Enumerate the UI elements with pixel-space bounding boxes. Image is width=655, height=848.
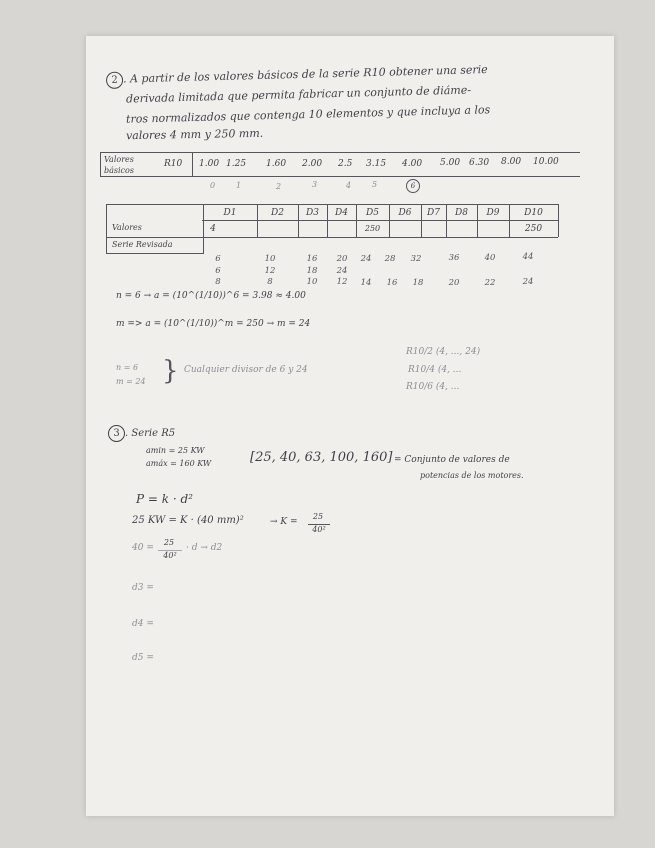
- candidate-value: 24: [360, 254, 372, 264]
- candidate-value: 22: [484, 278, 496, 288]
- problem-number: 3: [108, 425, 125, 442]
- derived-header: D10: [524, 208, 543, 218]
- candidate-value: 10: [306, 277, 318, 287]
- candidate-value: 12: [336, 277, 348, 287]
- derived-d10-value: 250: [524, 224, 543, 234]
- derived-header: D6: [398, 208, 412, 218]
- derived-d5-value: 250: [364, 224, 381, 233]
- faint-equation: 40 =: [132, 543, 154, 553]
- set-note-1: = Conjunto de valores de: [394, 455, 510, 465]
- series-option-2: R10/4 (4, ...: [408, 365, 462, 375]
- candidate-value: 12: [264, 266, 276, 276]
- base-index: 4: [346, 181, 352, 190]
- candidate-value: 16: [386, 278, 398, 288]
- candidate-value: 14: [360, 278, 372, 288]
- base-index: 1: [236, 181, 242, 190]
- candidate-value: 6: [215, 266, 221, 276]
- derived-row-label-2: Serie Revisada: [112, 240, 173, 249]
- base-value: 1.60: [266, 159, 287, 169]
- derived-first-value: 4: [210, 224, 216, 234]
- derived-header: D5: [366, 208, 379, 218]
- base-value: 2.5: [338, 159, 353, 169]
- derived-header: D9: [486, 208, 500, 218]
- base-value: 8.00: [501, 157, 522, 167]
- derived-header: D2: [271, 208, 284, 218]
- derived-header: D7: [427, 208, 440, 218]
- candidate-value: 18: [412, 278, 424, 288]
- k-result: → K =: [270, 517, 298, 527]
- problem-2-line-2: derivada limitada que permita fabricar un conjunto de diáme-: [125, 83, 472, 106]
- notebook-page: [86, 36, 614, 816]
- d4-line: d4 =: [132, 619, 154, 629]
- candidate-value: 20: [448, 278, 460, 288]
- k-numerator: 25: [312, 512, 324, 521]
- equation-n: n = 6 → a = (10^(1/10))^6 = 3.98 ≈ 4.00: [116, 291, 306, 301]
- base-index: 2: [276, 182, 282, 191]
- candidate-value: 8: [215, 277, 221, 287]
- condition-n: n = 6: [116, 363, 139, 372]
- candidate-value: 8: [267, 277, 273, 287]
- faint-denominator: 40²: [163, 551, 177, 560]
- k-equation: 25 KW = K · (40 mm)²: [132, 515, 244, 526]
- base-value: 2.00: [302, 159, 323, 169]
- base-index: 3: [312, 180, 318, 189]
- problem-2-line-1: 2 . A partir de los valores básicos de la serie R10 obtener una serie: [106, 62, 488, 89]
- candidate-value: 24: [336, 266, 348, 276]
- candidate-value: 20: [336, 254, 348, 264]
- base-index-circled: 6: [406, 179, 420, 193]
- problem-2-line-4: valores 4 mm y 250 mm.: [125, 126, 264, 143]
- base-table-label: Valores básicos: [104, 155, 134, 175]
- derived-header: D3: [306, 208, 319, 218]
- candidate-value: 24: [522, 277, 534, 287]
- candidate-value: 40: [484, 253, 496, 263]
- base-index: 0: [210, 181, 216, 190]
- candidate-value: 18: [306, 266, 318, 276]
- base-index: 5: [372, 180, 378, 189]
- faint-tail: · d → d2: [186, 543, 223, 553]
- base-value: 4.00: [402, 159, 423, 169]
- base-table-series: R10: [164, 159, 183, 169]
- derived-header: D8: [455, 208, 468, 218]
- value-set: [25, 40, 63, 100, 160]: [250, 450, 393, 465]
- equation-m: m => a = (10^(1/10))^m = 250 → m = 24: [116, 319, 311, 329]
- k-denominator: 40²: [312, 525, 326, 534]
- amax: amáx = 160 KW: [146, 459, 212, 468]
- derived-header: D4: [335, 208, 348, 218]
- condition-brace: }: [162, 356, 179, 386]
- d5-line: d5 =: [132, 653, 154, 663]
- candidate-value: 36: [448, 253, 460, 263]
- derived-header: D1: [223, 208, 237, 218]
- problem-number: 2: [106, 72, 123, 89]
- faint-numerator: 25: [163, 538, 175, 547]
- problem-2-line-3: tros normalizados que contenga 10 elementos y que incluya a los: [125, 103, 491, 126]
- base-value: 10.00: [533, 157, 559, 167]
- condition-text: Cualquier divisor de 6 y 24: [184, 365, 308, 375]
- series-option-3: R10/6 (4, ...: [406, 382, 460, 392]
- power-formula: P = k · d²: [136, 492, 193, 506]
- candidate-value: 6: [215, 254, 221, 264]
- candidate-value: 10: [264, 254, 276, 264]
- candidate-value: 32: [410, 254, 422, 264]
- d3-line: d3 =: [132, 583, 154, 593]
- candidate-value: 28: [384, 254, 396, 264]
- condition-m: m = 24: [116, 377, 146, 386]
- set-note-2: potencias de los motores.: [420, 471, 524, 480]
- base-value: 1.00: [199, 159, 220, 169]
- base-value: 1.25: [226, 159, 247, 169]
- base-value: 6.30: [469, 158, 490, 168]
- candidate-value: 16: [306, 254, 318, 264]
- base-value: 3.15: [366, 159, 387, 169]
- amin: amin = 25 KW: [146, 446, 205, 455]
- derived-row-label-1: Valores: [112, 223, 142, 232]
- base-value: 5.00: [440, 158, 461, 168]
- problem-3-title: 3 . Serie R5: [108, 425, 175, 442]
- series-option-1: R10/2 (4, ..., 24): [406, 347, 481, 357]
- candidate-value: 44: [522, 252, 534, 262]
